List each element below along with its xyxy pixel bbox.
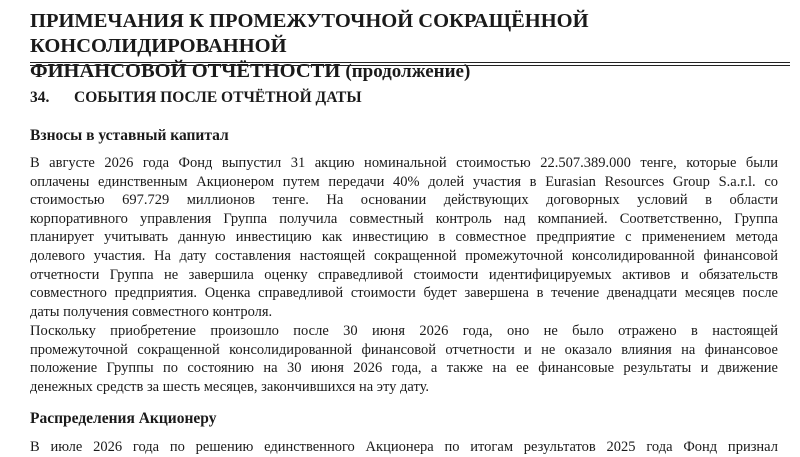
text-line: денежных средств за шесть месяцев, закончившихся на эту дату. xyxy=(30,378,430,395)
text-line: промежуточной сокращенной консолидированной финансовой отчетности и не оказало влияния на финансовое xyxy=(30,341,778,358)
text-line: долевого участия. На дату составления настоящей сокращенной промежуточной консолидированной финансовой xyxy=(30,247,778,264)
text-line: планирует учитывать данную инвестицию как инвестицию в совместное предприятие с применением метода xyxy=(30,229,778,246)
section-title: СОБЫТИЯ ПОСЛЕ ОТЧЁТНОЙ ДАТЫ xyxy=(74,89,362,106)
title-divider-bottom xyxy=(30,65,790,66)
text-line: отчетности Группа не завершила оценку справедливой стоимости идентифицируемых активов и обязательств xyxy=(30,266,778,283)
text-line: даты получения совместного контроля. xyxy=(30,303,273,320)
paragraph-capital-contributions-2 xyxy=(30,322,778,396)
paragraph-capital-contributions-1 xyxy=(30,154,778,321)
title-divider-top xyxy=(30,62,790,63)
document-title xyxy=(30,9,790,84)
text-line: совместного предприятия. Оценка справедливой стоимости будет завершена в течение двенадцати месяцев после xyxy=(30,285,778,302)
document-title-line-1: ПРИМЕЧАНИЯ К ПРОМЕЖУТОЧНОЙ СОКРАЩЁННОЙ КОНСОЛИДИРОВАННОЙ xyxy=(30,10,589,57)
text-line: В июле 2026 года по решению единственного Акционера по итогам результатов 2025 года Фонд признал xyxy=(30,439,778,455)
section-heading xyxy=(30,88,362,108)
paragraph-shareholder-distributions-1 xyxy=(30,438,778,457)
document-title-continuation: (продолжение) xyxy=(345,61,471,82)
text-line: оплачены единственным Акционером путем передачи 40% долей участия в Eurasian Resources Group S.a.r.l. со xyxy=(30,173,778,190)
subsection-heading-capital-contributions: Взносы в уставный капитал xyxy=(30,127,229,144)
subsection-heading-shareholder-distributions: Распределения Акционеру xyxy=(30,410,217,427)
text-line: положение Группы по состоянию на 30 июня 2026 года, а также на ее финансовые результаты и движение xyxy=(30,360,778,377)
text-line: Поскольку приобретение произошло после 30 июня 2026 года, оно не было отражено в настоящей xyxy=(30,323,778,339)
section-number: 34. xyxy=(30,89,50,106)
text-line: В августе 2026 года Фонд выпустил 31 акцию номинальной стоимостью 22.507.389.000 тенге, которые были xyxy=(30,155,778,171)
text-line: корпоративного управления Группа получила совместный контроль над компанией. Соответственно, Группа xyxy=(30,210,778,227)
text-line: стоимостью 697.729 миллионов тенге. На основании действующих договорных условий в области xyxy=(30,192,778,209)
document-title-line-2: ФИНАНСОВОЙ ОТЧЁТНОСТИ xyxy=(30,60,341,82)
